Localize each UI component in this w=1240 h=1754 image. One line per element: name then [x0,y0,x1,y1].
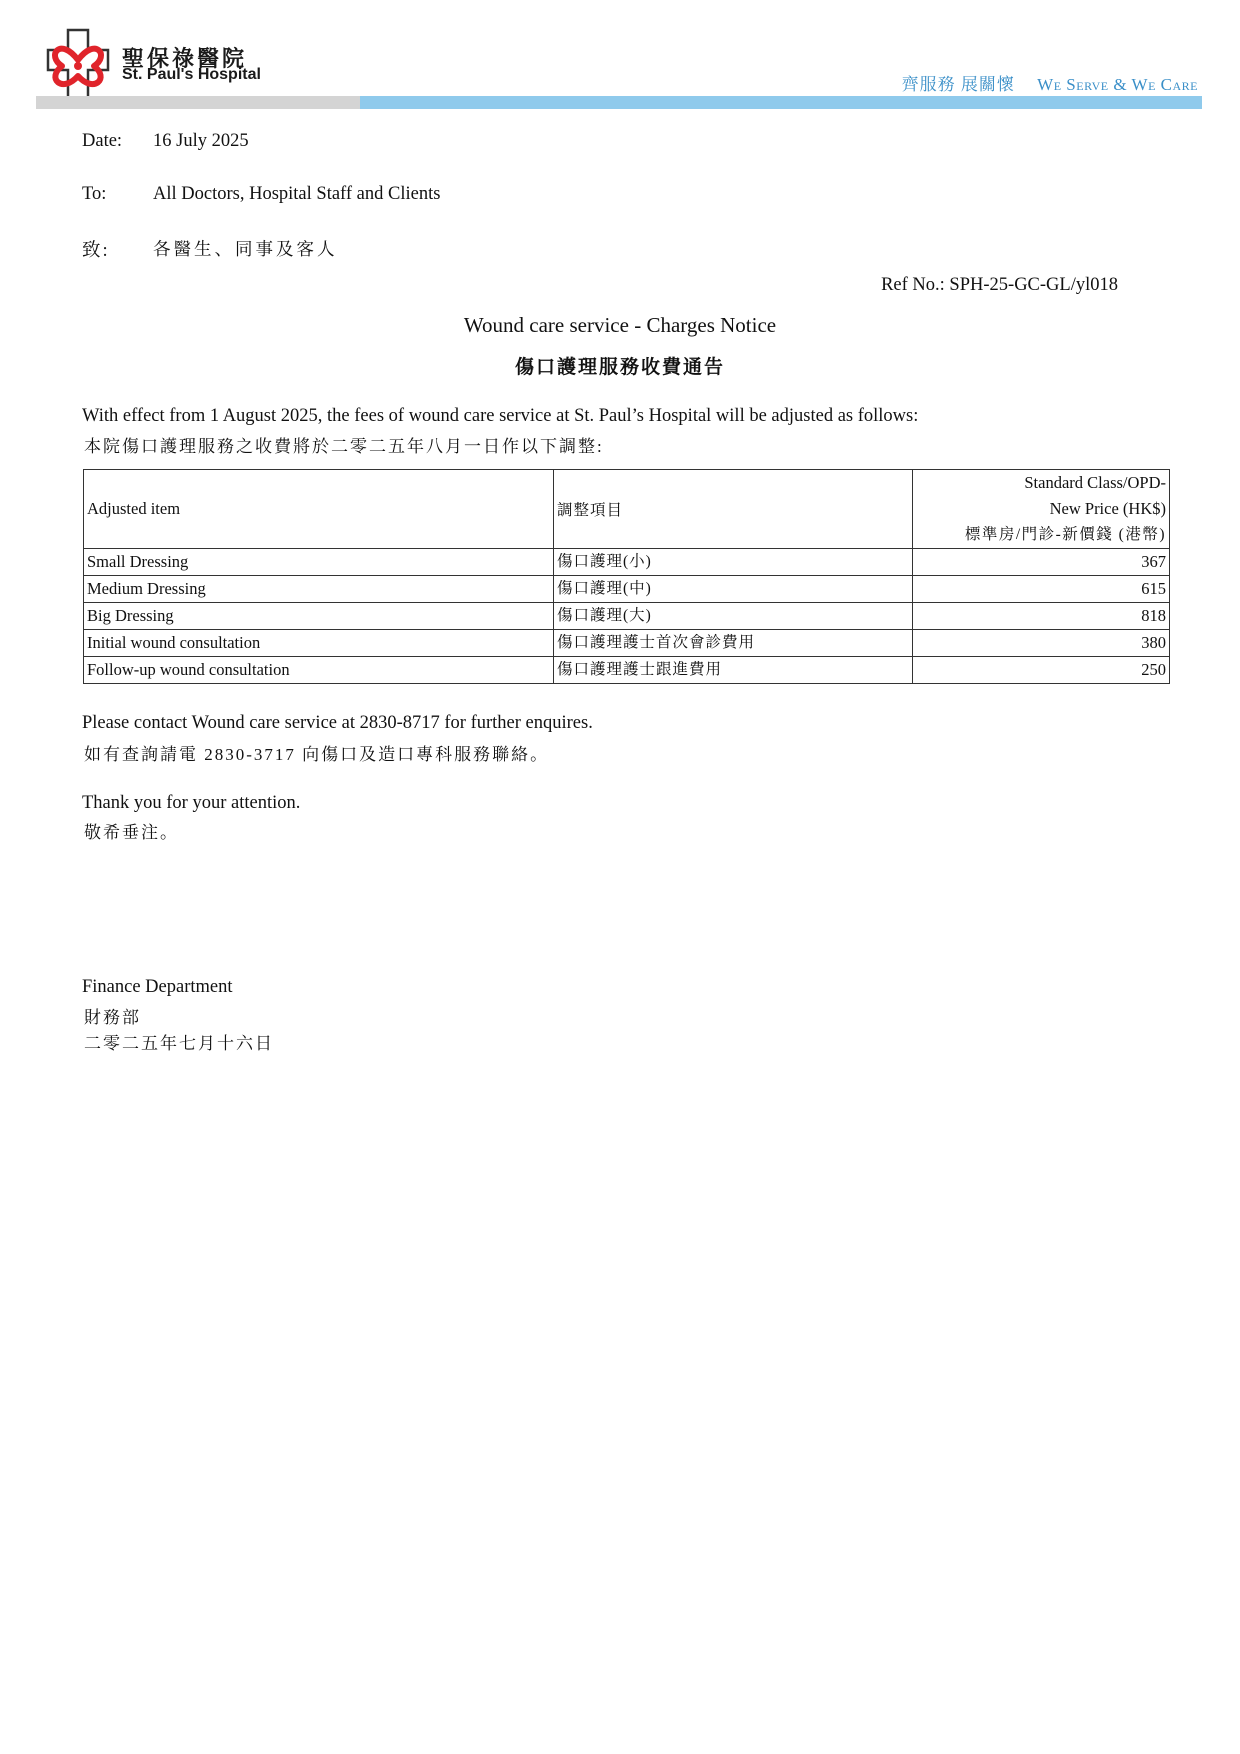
slogan-zh: 齊服務 展關懷 [901,75,1015,94]
hospital-name-en: St. Paul's Hospital [122,66,261,83]
table-row [84,549,1170,576]
header-price [913,470,1170,549]
table-row [84,576,1170,603]
row-item-en: Medium Dressing [84,576,554,603]
closing-zh: 敬希垂注。 [84,823,179,842]
to-value: All Doctors, Hospital Staff and Clients [153,184,441,204]
row-price: 250 [913,657,1170,684]
closing-en: Thank you for your attention. [82,793,301,813]
fees-table [83,469,1170,684]
to-label: To: [82,184,107,204]
header-band-grey [36,96,360,109]
row-price: 615 [913,576,1170,603]
header-item-en: Adjusted item [84,470,554,549]
notice-title-en: Wound care service - Charges Notice [463,313,777,337]
table-header-row [84,470,1170,549]
header-band-blue [360,96,1202,109]
contact-en: Please contact Wound care service at 2830-8717 for further enquires. [82,713,593,733]
row-item-zh: 傷口護理(大) [554,603,913,630]
row-price: 818 [913,603,1170,630]
row-item-zh: 傷口護理(中) [554,576,913,603]
table-row [84,603,1170,630]
date-value: 16 July 2025 [153,131,249,151]
row-item-en: Small Dressing [84,549,554,576]
row-item-en: Follow-up wound consultation [84,657,554,684]
cross-heart-logo-icon [40,26,130,106]
header-price-zh: 標準房/門診-新價錢 (港幣) [964,526,1166,543]
row-item-zh: 傷口護理(小) [554,549,913,576]
row-price: 380 [913,630,1170,657]
header-price-line1: Standard Class/OPD- [1024,473,1166,492]
hospital-logo [40,26,130,106]
row-item-zh: 傷口護理護士跟進費用 [554,657,913,684]
intro-en: With effect from 1 August 2025, the fees of wound care service at St. Paul’s Hospital will be adjusted as follows: [82,406,919,426]
hospital-slogan [902,70,1198,95]
reference-number: Ref No.: SPH-25-GC-GL/yl018 [881,275,1118,295]
slogan-en: We Serve & We Care [1037,75,1198,94]
header-price-line2: New Price (HK$) [1049,499,1166,518]
to-zh-label: 致: [82,241,110,261]
notice-title-zh: 傷口護理服務收費通告 [514,357,725,378]
signature-date-zh: 二零二五年七月十六日 [84,1034,274,1053]
signature-dept-en: Finance Department [82,977,233,997]
row-price: 367 [913,549,1170,576]
signature-dept-zh: 財務部 [84,1008,141,1027]
date-label: Date: [82,131,123,151]
row-item-en: Big Dressing [84,603,554,630]
contact-zh: 如有查詢請電 2830-3717 向傷口及造口專科服務聯絡。 [84,745,550,764]
table-row [84,630,1170,657]
intro-zh: 本院傷口護理服務之收費將於二零二五年八月一日作以下調整: [84,437,604,456]
to-zh-value: 各醫生、同事及客人 [153,239,338,259]
hospital-name-zh: 聖保祿醫院 [122,46,248,71]
row-item-en: Initial wound consultation [84,630,554,657]
table-row [84,657,1170,684]
row-item-zh: 傷口護理護士首次會診費用 [554,630,913,657]
header-item-zh: 調整項目 [554,470,913,549]
